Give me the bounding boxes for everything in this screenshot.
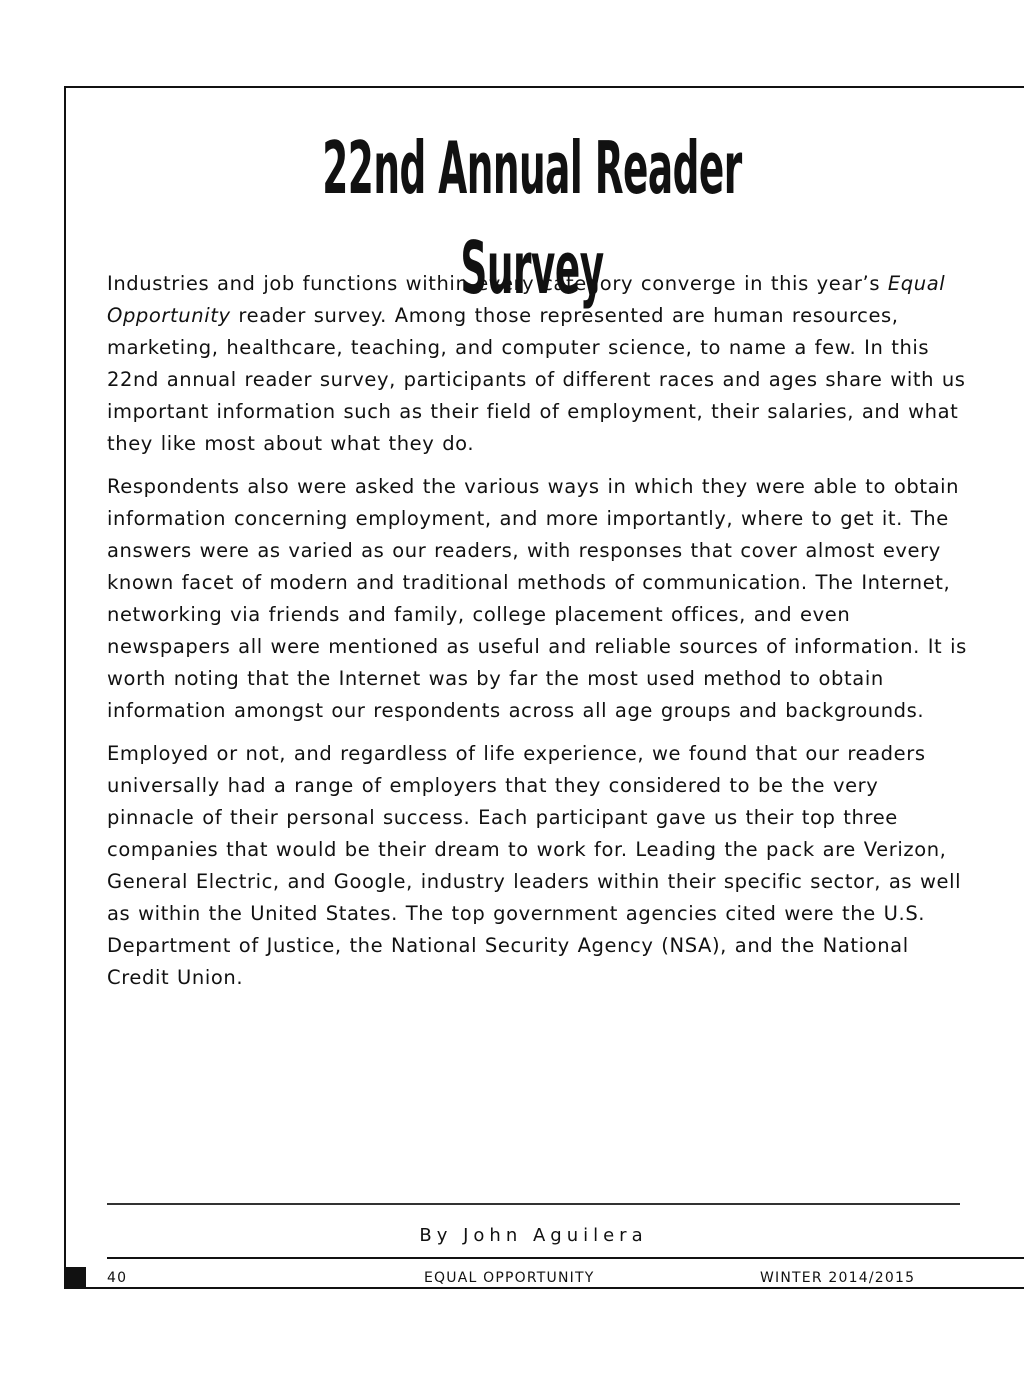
article-body bbox=[107, 268, 967, 1005]
page-number: 40 bbox=[107, 1270, 128, 1286]
byline: By John Aguilera bbox=[419, 1225, 648, 1246]
paragraph-dream-employers: Employed or not, and regardless of life experience, we found that our readers universally had a range of employers that they considered to be the very pinnacle of their personal success. Each participant gave us their top three companies that would be their dream to work for. Leading the pack are Verizon, General Electric, and Google, industry leaders within their specific sector, as well as within the United States. The top government agencies cited were the U.S. Department of Justice, the National Security Agency (NSA), and the National Credit Union. bbox=[107, 742, 962, 989]
paragraph-intro-rest: reader survey. Among those represented are human resources, marketing, healthcare, teaching, and computer science, to name a few. In this 22nd annual reader survey, participants of different races and ages share with us important information such as their field of employment, their salaries, and what they like most about what they do. bbox=[107, 304, 966, 455]
paragraph-information-sources: Respondents also were asked the various ways in which they were able to obtain information concerning employment, and more importantly, where to get it. The answers were as varied as our readers, with responses that cover almost every known facet of modern and traditional methods of communication. The Internet, networking via friends and family, college placement offices, and even newspapers all were mentioned as useful and reliable sources of information. It is worth noting that the Internet was by far the most used method to obtain information amongst our respondents across all age groups and backgrounds. bbox=[107, 475, 967, 722]
magazine-name-emphasis: Equal Opportunity bbox=[107, 272, 946, 327]
paragraph-intro bbox=[107, 268, 967, 460]
footer-rule bbox=[107, 1257, 1024, 1259]
paragraph-intro-lead: Industries and job functions within every category converge in this year’s bbox=[107, 272, 888, 295]
article-title: 22nd Annual Reader Survey bbox=[322, 126, 742, 310]
footer-issue-date: WINTER 2014/2015 bbox=[760, 1270, 916, 1286]
corner-block bbox=[64, 1267, 86, 1289]
footer-magazine-name: EQUAL OPPORTUNITY bbox=[424, 1270, 595, 1286]
byline-top-rule bbox=[107, 1203, 960, 1205]
